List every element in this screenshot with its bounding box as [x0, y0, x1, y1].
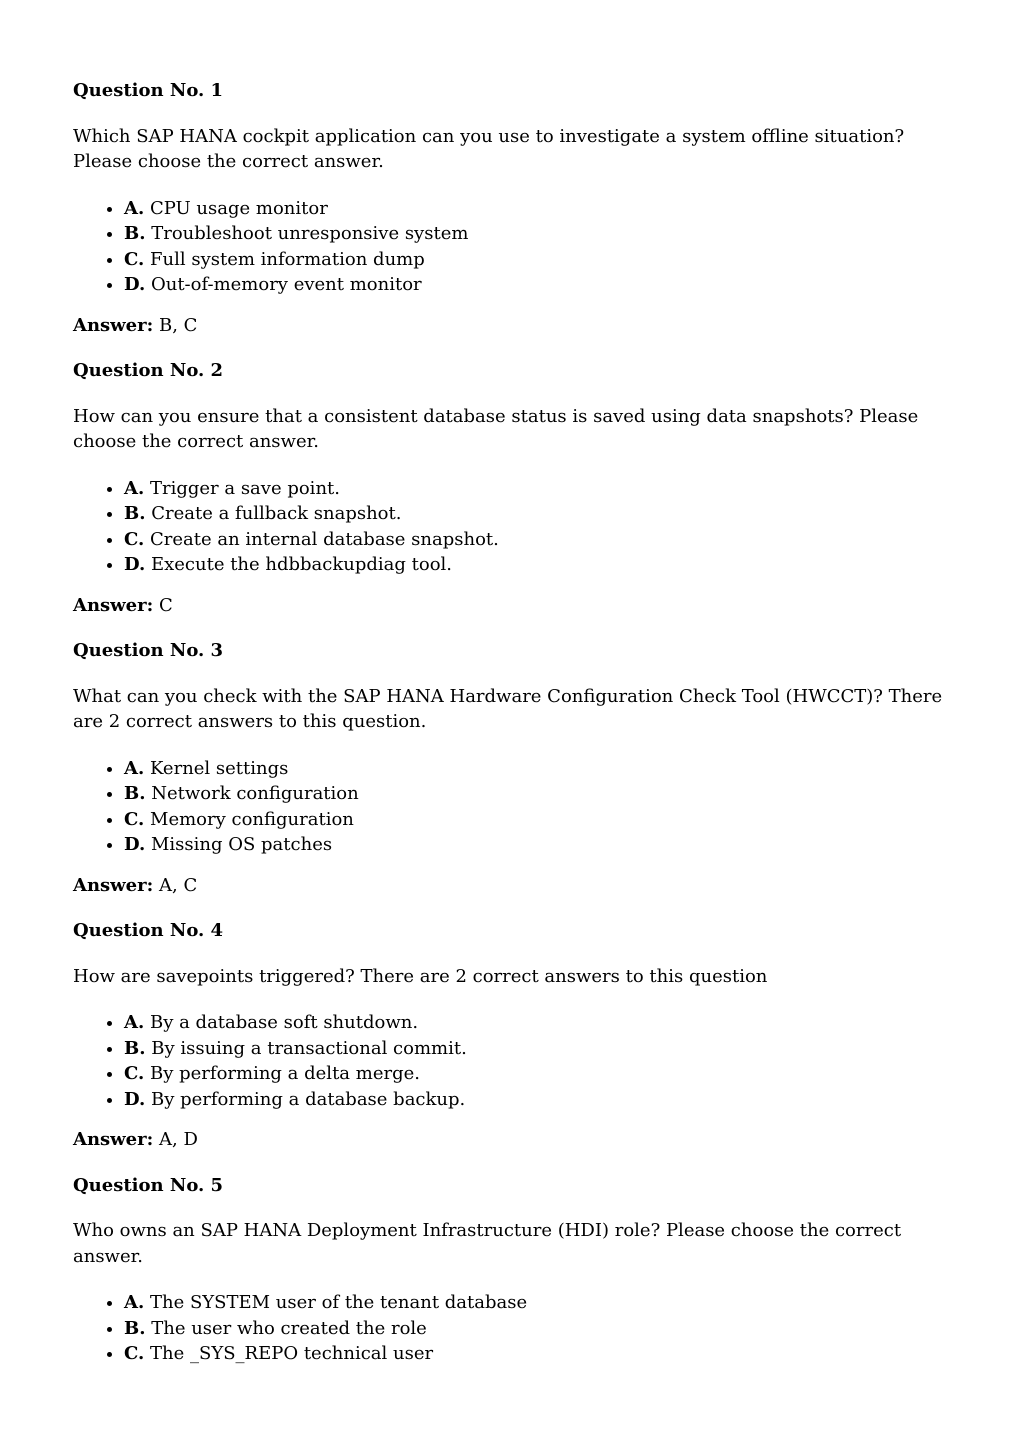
option-b — [124, 781, 954, 807]
answer-line — [73, 313, 954, 339]
option-c — [124, 1061, 954, 1087]
option-a — [124, 1010, 954, 1036]
option-text: By a database soft shutdown. — [149, 1012, 419, 1033]
option-letter: A. — [124, 477, 145, 499]
question-title: Question No. 1 — [73, 80, 224, 101]
question-text: Who owns an SAP HANA Deployment Infrastructure (HDI) role? Please choose the correct answer. — [73, 1220, 902, 1267]
option-letter: B. — [124, 223, 146, 244]
option-letter: C. — [124, 1063, 145, 1084]
answer-label: Answer: — [73, 874, 154, 896]
option-letter: A. — [124, 1292, 145, 1313]
option-letter: D. — [124, 274, 146, 295]
option-list — [73, 476, 954, 578]
option-list — [73, 196, 954, 298]
option-letter: D. — [124, 1088, 146, 1110]
question-text: Which SAP HANA cockpit application can you use to investigate a system offline situation? Please choose the correct answer. — [73, 125, 905, 172]
question-title: Question No. 5 — [73, 1174, 224, 1196]
option-b — [124, 1036, 954, 1062]
answer-value: C — [159, 594, 173, 616]
option-c — [124, 527, 954, 553]
option-text: By performing a database backup. — [150, 1088, 466, 1110]
question-title: Question No. 4 — [73, 920, 224, 941]
option-letter: B. — [124, 503, 146, 524]
option-text: The user who created the role — [151, 1317, 427, 1339]
option-text: By issuing a transactional commit. — [151, 1037, 467, 1059]
answer-label: Answer: — [73, 594, 154, 616]
option-text: Full system information dump — [150, 248, 425, 270]
option-d — [124, 272, 954, 298]
option-letter: B. — [124, 1317, 146, 1339]
option-d — [124, 552, 954, 578]
question-text: What can you check with the SAP HANA Hardware Configuration Check Tool (HWCCT)? There are 2 correct answers to this question. — [73, 685, 943, 732]
answer-value: A, D — [159, 1129, 198, 1150]
option-letter: C. — [124, 528, 145, 550]
option-text: By performing a delta merge. — [150, 1063, 420, 1084]
question-3 — [73, 638, 954, 898]
option-c — [124, 247, 954, 273]
answer-value: B, C — [159, 314, 198, 336]
option-d — [124, 1087, 954, 1113]
option-letter: B. — [124, 783, 146, 804]
option-c — [124, 807, 954, 833]
option-letter: A. — [124, 197, 145, 219]
option-text: Memory configuration — [150, 808, 354, 830]
option-list — [73, 1290, 954, 1367]
option-text: Out-of-memory event monitor — [150, 274, 422, 295]
option-text: Trigger a save point. — [149, 477, 340, 499]
option-b — [124, 221, 954, 247]
option-letter: C. — [124, 808, 145, 830]
option-b — [124, 1316, 954, 1342]
option-letter: C. — [124, 1343, 145, 1364]
option-a — [124, 196, 954, 222]
question-title: Question No. 3 — [73, 640, 224, 661]
option-d — [124, 832, 954, 858]
option-text: Troubleshoot unresponsive system — [151, 223, 469, 244]
answer-line — [73, 873, 954, 899]
option-letter: A. — [124, 1012, 145, 1033]
option-a — [124, 1290, 954, 1316]
answer-label: Answer: — [73, 1129, 154, 1150]
option-text: The SYSTEM user of the tenant database — [149, 1292, 528, 1313]
option-text: CPU usage monitor — [149, 197, 328, 219]
option-text: The _SYS_REPO technical user — [150, 1343, 434, 1364]
option-text: Create a fullback snapshot. — [151, 503, 402, 524]
option-text: Kernel settings — [149, 757, 289, 779]
option-a — [124, 756, 954, 782]
option-letter: D. — [124, 554, 146, 575]
option-letter: D. — [124, 834, 146, 855]
question-title: Question No. 2 — [73, 360, 224, 381]
option-b — [124, 501, 954, 527]
option-text: Network configuration — [151, 783, 359, 804]
option-letter: C. — [124, 248, 145, 270]
question-4 — [73, 918, 954, 1153]
question-text: How can you ensure that a consistent database status is saved using data snapshots? Please choose the correct answer. — [73, 405, 919, 452]
option-letter: A. — [124, 757, 145, 779]
option-c — [124, 1341, 954, 1367]
option-a — [124, 476, 954, 502]
option-text: Missing OS patches — [150, 834, 333, 855]
question-text: How are savepoints triggered? There are 2 correct answers to this question — [73, 965, 768, 987]
option-text: Create an internal database snapshot. — [150, 528, 499, 550]
question-2 — [73, 358, 954, 618]
answer-label: Answer: — [73, 314, 154, 336]
question-5 — [73, 1173, 954, 1367]
option-text: Execute the hdbbackupdiag tool. — [150, 554, 453, 575]
answer-line — [73, 593, 954, 619]
answer-line — [73, 1127, 954, 1153]
option-letter: B. — [124, 1037, 146, 1059]
question-1 — [73, 78, 954, 338]
answer-value: A, C — [159, 874, 198, 896]
option-list — [73, 756, 954, 858]
option-list — [73, 1010, 954, 1112]
